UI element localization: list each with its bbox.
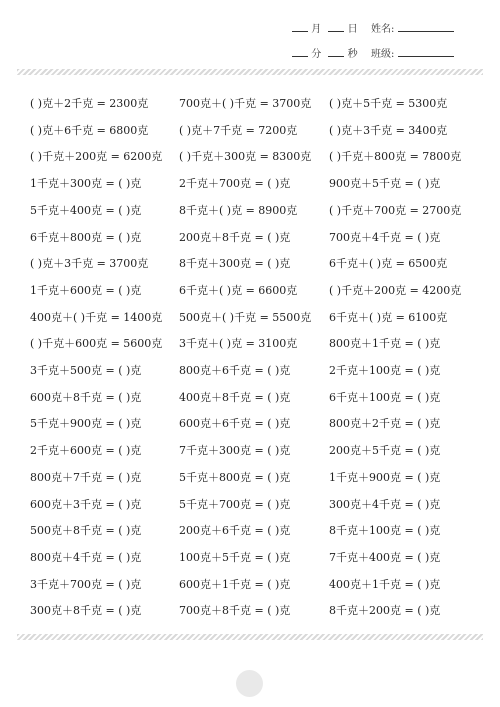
problem-item: ( )克＋5千克 = 5300克 xyxy=(329,97,448,110)
problem-item: 6千克＋( )克 = 6500克 xyxy=(329,257,448,271)
problem-item: 1千克＋600克 = ( )克 xyxy=(30,283,142,297)
problem-row xyxy=(0,545,500,571)
problem-item: 200克＋8千克 = ( )克 xyxy=(179,230,291,244)
class-label: 班级: xyxy=(371,49,395,60)
problem-item: 400克＋1千克 = ( )克 xyxy=(329,577,441,591)
minute-label: 分 xyxy=(311,49,322,60)
problem-item: ( )千克＋600克 = 5600克 xyxy=(30,337,163,351)
problem-item: 2千克＋100克 = ( )克 xyxy=(329,364,441,377)
problem-item: 800克＋7千克 = ( )克 xyxy=(30,470,142,484)
problem-row xyxy=(0,465,500,491)
problem-item: 2千克＋600克 = ( )克 xyxy=(30,444,142,458)
problem-item: 3千克＋700克 = ( )克 xyxy=(30,577,142,591)
problem-item: 600克＋1千克 = ( )克 xyxy=(179,577,291,591)
minute-blank[interactable] xyxy=(292,47,308,57)
day-label: 日 xyxy=(347,24,358,35)
problem-item: 5千克＋900克 = ( )克 xyxy=(30,417,142,431)
problem-item: ( )克＋6千克 = 6800克 xyxy=(30,123,149,137)
problem-item: 400克＋8千克 = ( )克 xyxy=(179,390,291,404)
problem-item: 8千克＋200克 = ( )克 xyxy=(329,604,441,618)
month-blank[interactable] xyxy=(292,22,308,32)
problem-item: 600克＋6千克 = ( )克 xyxy=(179,417,291,431)
problem-row xyxy=(0,251,500,277)
problem-item: 5千克＋700克 = ( )克 xyxy=(179,497,291,511)
problem-row xyxy=(0,91,500,117)
problem-row xyxy=(0,358,500,384)
problem-item: 300克＋4千克 = ( )克 xyxy=(329,497,441,511)
problem-row xyxy=(0,305,500,331)
problem-item: 900克＋5千克 = ( )克 xyxy=(329,177,441,191)
problem-row xyxy=(0,411,500,437)
problem-row xyxy=(0,438,500,464)
problem-item: 2千克＋700克 = ( )克 xyxy=(179,177,291,191)
problem-item: 8千克＋300克 = ( )克 xyxy=(179,257,291,271)
problem-item: 7千克＋300克 = ( )克 xyxy=(179,444,291,458)
name-line xyxy=(371,20,454,35)
problem-item: 1千克＋900克 = ( )克 xyxy=(329,470,441,484)
problem-row xyxy=(0,572,500,598)
problem-item: ( )克＋3千克 = 3400克 xyxy=(329,123,448,137)
problem-item: 800克＋2千克 = ( )克 xyxy=(329,417,441,431)
problem-item: 6千克＋800克 = ( )克 xyxy=(30,230,142,244)
name-label: 姓名: xyxy=(371,24,395,35)
problem-item: ( )千克＋200克 = 6200克 xyxy=(30,150,163,164)
bottom-divider xyxy=(17,634,483,640)
problem-row xyxy=(0,331,500,357)
second-blank[interactable] xyxy=(328,47,344,57)
problem-item: 6千克＋( )克 = 6100克 xyxy=(329,310,448,324)
problem-item: 800克＋4千克 = ( )克 xyxy=(30,550,142,564)
problem-item: ( )克＋2千克 = 2300克 xyxy=(30,97,149,110)
problem-row xyxy=(0,278,500,304)
name-blank[interactable] xyxy=(398,22,454,32)
problem-item: ( )千克＋800克 = 7800克 xyxy=(329,150,462,164)
problem-item: 700克＋( )千克 = 3700克 xyxy=(179,97,312,110)
problem-row xyxy=(0,492,500,518)
problem-row xyxy=(0,144,500,170)
problem-item: 600克＋8千克 = ( )克 xyxy=(30,390,142,404)
problem-item: ( )克＋7千克 = 7200克 xyxy=(179,123,298,137)
problem-item: 8千克＋100克 = ( )克 xyxy=(329,524,441,538)
top-divider xyxy=(17,69,483,75)
page-marker xyxy=(236,670,263,697)
problem-row xyxy=(0,198,500,224)
time-line xyxy=(292,45,358,60)
problem-item: 600克＋3千克 = ( )克 xyxy=(30,497,142,511)
problem-item: 1千克＋300克 = ( )克 xyxy=(30,177,142,191)
problem-item: 800克＋6千克 = ( )克 xyxy=(179,364,291,377)
problem-item: 6千克＋( )克 = 6600克 xyxy=(179,283,298,297)
problem-item: 5千克＋800克 = ( )克 xyxy=(179,470,291,484)
problem-item: 6千克＋100克 = ( )克 xyxy=(329,390,441,404)
problem-row xyxy=(0,225,500,251)
class-blank[interactable] xyxy=(398,47,454,57)
problem-item: 5千克＋400克 = ( )克 xyxy=(30,203,142,217)
problem-row xyxy=(0,385,500,411)
problem-item: 400克＋( )千克 = 1400克 xyxy=(30,310,163,324)
problem-item: ( )千克＋200克 = 4200克 xyxy=(329,283,462,297)
problem-item: ( )千克＋300克 = 8300克 xyxy=(179,150,312,164)
problem-item: 100克＋5千克 = ( )克 xyxy=(179,550,291,564)
problem-item: 7千克＋400克 = ( )克 xyxy=(329,550,441,564)
problem-item: 200克＋6千克 = ( )克 xyxy=(179,524,291,538)
problem-item: 3千克＋500克 = ( )克 xyxy=(30,364,142,377)
problem-item: 8千克＋( )克 = 8900克 xyxy=(179,203,298,217)
month-label: 月 xyxy=(311,24,322,35)
date-line xyxy=(292,20,358,35)
problem-row xyxy=(0,171,500,197)
problem-item: 3千克＋( )克 = 3100克 xyxy=(179,337,298,351)
problem-item: 300克＋8千克 = ( )克 xyxy=(30,604,142,618)
problem-row xyxy=(0,118,500,144)
problem-row xyxy=(0,518,500,544)
problem-item: ( )克＋3千克 = 3700克 xyxy=(30,257,149,271)
problem-item: 200克＋5千克 = ( )克 xyxy=(329,444,441,458)
worksheet-header xyxy=(0,0,500,70)
problem-item: 700克＋4千克 = ( )克 xyxy=(329,230,441,244)
problem-row xyxy=(0,598,500,624)
second-label: 秒 xyxy=(347,49,358,60)
problem-item: 500克＋8千克 = ( )克 xyxy=(30,524,142,538)
day-blank[interactable] xyxy=(328,22,344,32)
problem-item: ( )千克＋700克 = 2700克 xyxy=(329,203,462,217)
class-line xyxy=(371,45,454,60)
problem-item: 800克＋1千克 = ( )克 xyxy=(329,337,441,351)
problem-item: 500克＋( )千克 = 5500克 xyxy=(179,310,312,324)
problem-item: 700克＋8千克 = ( )克 xyxy=(179,604,291,618)
